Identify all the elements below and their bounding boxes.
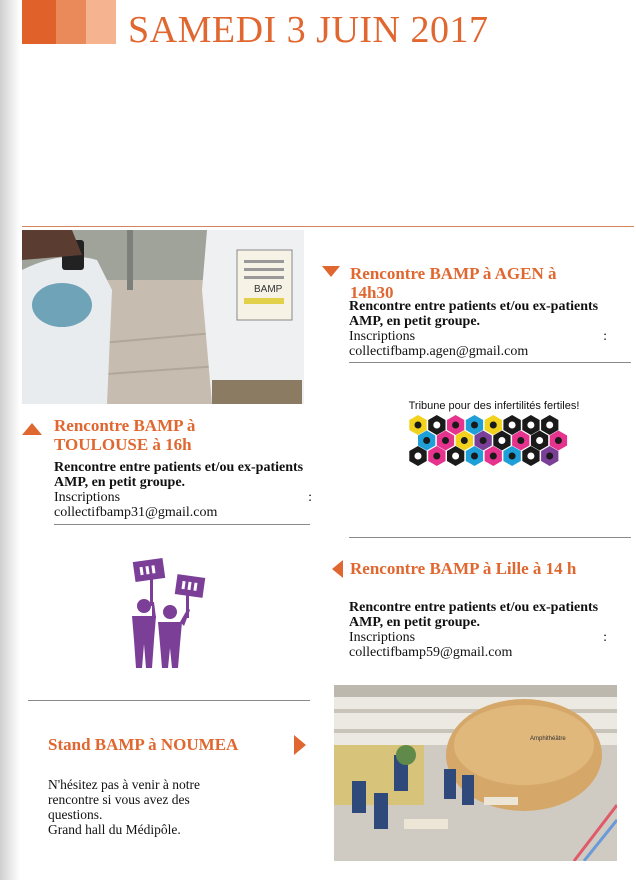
noumea-divider [28, 700, 310, 701]
header-square-1 [22, 0, 56, 44]
noumea-line-1: N'hésitez pas à venir à notre [48, 777, 200, 792]
header-square-2 [56, 0, 86, 44]
lille-bold-text: Rencontre entre patients et/ou ex-patients AMP, en petit groupe. [349, 600, 599, 630]
toulouse-heading: Rencontre BAMP à TOULOUSE à 16h [54, 416, 196, 454]
lille-inscriptions-label: Inscriptions [349, 630, 416, 645]
hexagon-glyph-icon [442, 437, 449, 444]
header-square-3 [86, 0, 116, 44]
hexagon-glyph-icon [433, 453, 440, 460]
noumea-body [48, 777, 288, 837]
toulouse-inscriptions-label: Inscriptions [54, 490, 121, 505]
lille-body [349, 600, 607, 660]
hexagon-glyph-icon [471, 422, 478, 429]
hexagon-glyph-icon [490, 422, 497, 429]
toulouse-email: collectifbamp31@gmail.com [54, 505, 218, 520]
hexagon-glyph-icon [527, 422, 534, 429]
protest-icon [126, 558, 210, 670]
tshirts-photo [22, 230, 304, 404]
noumea-heading: Stand BAMP à NOUMEA [48, 735, 239, 754]
noumea-line-4: Grand hall du Médipôle. [48, 822, 181, 837]
agen-body [349, 299, 607, 359]
hexagon-glyph-icon [490, 453, 497, 460]
page-edge-shadow [0, 0, 20, 880]
hexagon-glyph-icon [555, 437, 562, 444]
toulouse-bold-text: Rencontre entre patients et/ou ex-patients AMP, en petit groupe. [54, 460, 304, 490]
hexagon-glyph-icon [433, 422, 440, 429]
triangle-down-icon [322, 266, 340, 277]
hexagon-glyph-icon [415, 453, 422, 460]
hexagon-glyph-icon [527, 453, 534, 460]
agen-divider [349, 362, 631, 363]
toulouse-colon: : [308, 490, 312, 505]
triangle-right-icon [294, 735, 306, 755]
tribune-caption: Tribune pour des infertilités fertiles! [408, 400, 580, 412]
agen-colon: : [603, 329, 607, 344]
hexagon-glyph-icon [461, 437, 468, 444]
triangle-up-icon [22, 423, 42, 435]
toulouse-divider [54, 524, 310, 525]
hexagon-glyph-icon [415, 422, 422, 429]
hexagon-icons-grid [408, 414, 574, 484]
toulouse-body [54, 460, 312, 520]
hexagon-glyph-icon [471, 453, 478, 460]
lille-heading: Rencontre BAMP à Lille à 14 h [350, 559, 577, 578]
hexagon-glyph-icon [536, 437, 543, 444]
hexagon-glyph-icon [546, 453, 553, 460]
medipole-hall-photo [334, 685, 617, 861]
hexagon-glyph-icon [509, 422, 516, 429]
hexagon-glyph-icon [517, 437, 524, 444]
hexagon-glyph-icon [452, 422, 459, 429]
dome-label: Amphithéâtre [530, 736, 566, 742]
agen-bold-text: Rencontre entre patients et/ou ex-patients AMP, en petit groupe. [349, 299, 599, 329]
hexagon-glyph-icon [452, 453, 459, 460]
shirt-text: BAMP [254, 284, 283, 295]
page-title: SAMEDI 3 JUIN 2017 [128, 9, 489, 51]
hexagon-glyph-icon [546, 422, 553, 429]
lille-email: collectifbamp59@gmail.com [349, 645, 513, 660]
agen-email: collectifbamp.agen@gmail.com [349, 344, 529, 359]
agen-inscriptions-label: Inscriptions [349, 329, 416, 344]
agen-heading: Rencontre BAMP à AGEN à 14h30 [350, 264, 557, 302]
lille-colon: : [603, 630, 607, 645]
triangle-left-icon [332, 560, 343, 578]
hexagon-glyph-icon [498, 437, 505, 444]
lille-top-divider [349, 537, 631, 538]
top-divider [22, 226, 634, 227]
hexagon-glyph-icon [480, 437, 487, 444]
hexagon-glyph-icon [509, 453, 516, 460]
noumea-line-2: rencontre si vous avez des [48, 792, 190, 807]
noumea-line-3: questions. [48, 807, 103, 822]
hexagon-glyph-icon [423, 437, 430, 444]
